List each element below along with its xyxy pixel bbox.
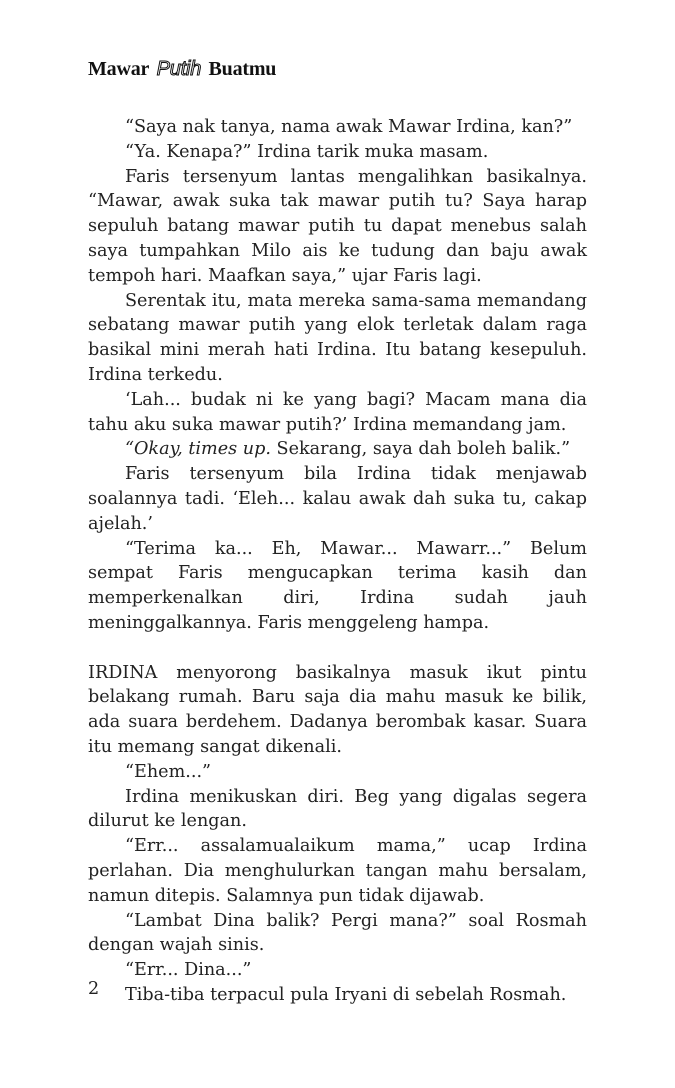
page-number: 2 <box>88 979 100 999</box>
header-title-word-2: Putih <box>156 58 202 80</box>
paragraph: “Saya nak tanya, nama awak Mawar Irdina, kan?” <box>125 117 573 137</box>
paragraph: Faris tersenyum lantas mengalihkan basikalnya. “Mawar, awak suka tak mawar putih tu? Saya harap sepuluh batang mawar putih tu dapat menebus salah saya tumpahkan Milo ais ke tudung dan baju awak tempoh hari. Maafkan saya,” ujar Faris lagi. <box>88 166 587 286</box>
paragraph: “Terima ka... Eh, Mawar... Mawarr...” Belum sempat Faris mengucapkan terima kasih dan memperkenalkan diri, Irdina sudah jauh meninggalkannya. Faris menggeleng hampa. <box>88 538 587 633</box>
section-opening-paragraph: IRDINA menyorong basikalnya masuk ikut pintu belakang rumah. Baru saja dia mahu masuk ke bilik, ada suara berdehem. Dadanya berombak kasar. Suara itu memang sangat dikenali. <box>88 662 587 757</box>
paragraph: “Err... assalamualaikum mama,” ucap Irdina perlahan. Dia menghulurkan tangan mahu bersalam, namun ditepis. Salamnya pun tidak dijawab. <box>88 836 587 906</box>
paragraph-text: Sekarang, saya dah boleh balik.” <box>270 439 571 460</box>
running-header <box>88 58 276 81</box>
paragraph: “Ya. Kenapa?” Irdina tarik muka masam. <box>125 141 489 162</box>
paragraph-italic-phrase: “Okay, times up. <box>125 439 271 460</box>
header-title-word-1: Mawar <box>88 58 150 80</box>
paragraph: Faris tersenyum bila Irdina tidak menjawab soalannya tadi. ‘Eleh... kalau awak dah suka tu, cakap ajelah.’ <box>88 464 587 534</box>
paragraph: “Ehem...” <box>125 761 212 782</box>
paragraph: Irdina menikuskan diri. Beg yang digalas segera dilurut ke lengan. <box>88 786 587 832</box>
paragraph: Tiba-tiba terpacul pula Iryani di sebelah Rosmah. <box>125 984 567 1005</box>
body-text <box>88 115 587 1008</box>
paragraph: “Err... Dina...” <box>125 960 252 981</box>
paragraph: Serentak itu, mata mereka sama-sama memandang sebatang mawar putih yang elok terletak dalam raga basikal mini merah hati Irdina. Itu batang kesepuluh. Irdina terkedu. <box>88 290 587 385</box>
paragraph: ‘Lah... budak ni ke yang bagi? Macam mana dia tahu aku suka mawar putih?’ Irdina memandang jam. <box>88 389 587 435</box>
paragraph: “Lambat Dina balik? Pergi mana?” soal Rosmah dengan wajah sinis. <box>88 910 587 956</box>
paragraph <box>88 437 587 462</box>
header-title-word-3: Buatmu <box>208 58 277 80</box>
